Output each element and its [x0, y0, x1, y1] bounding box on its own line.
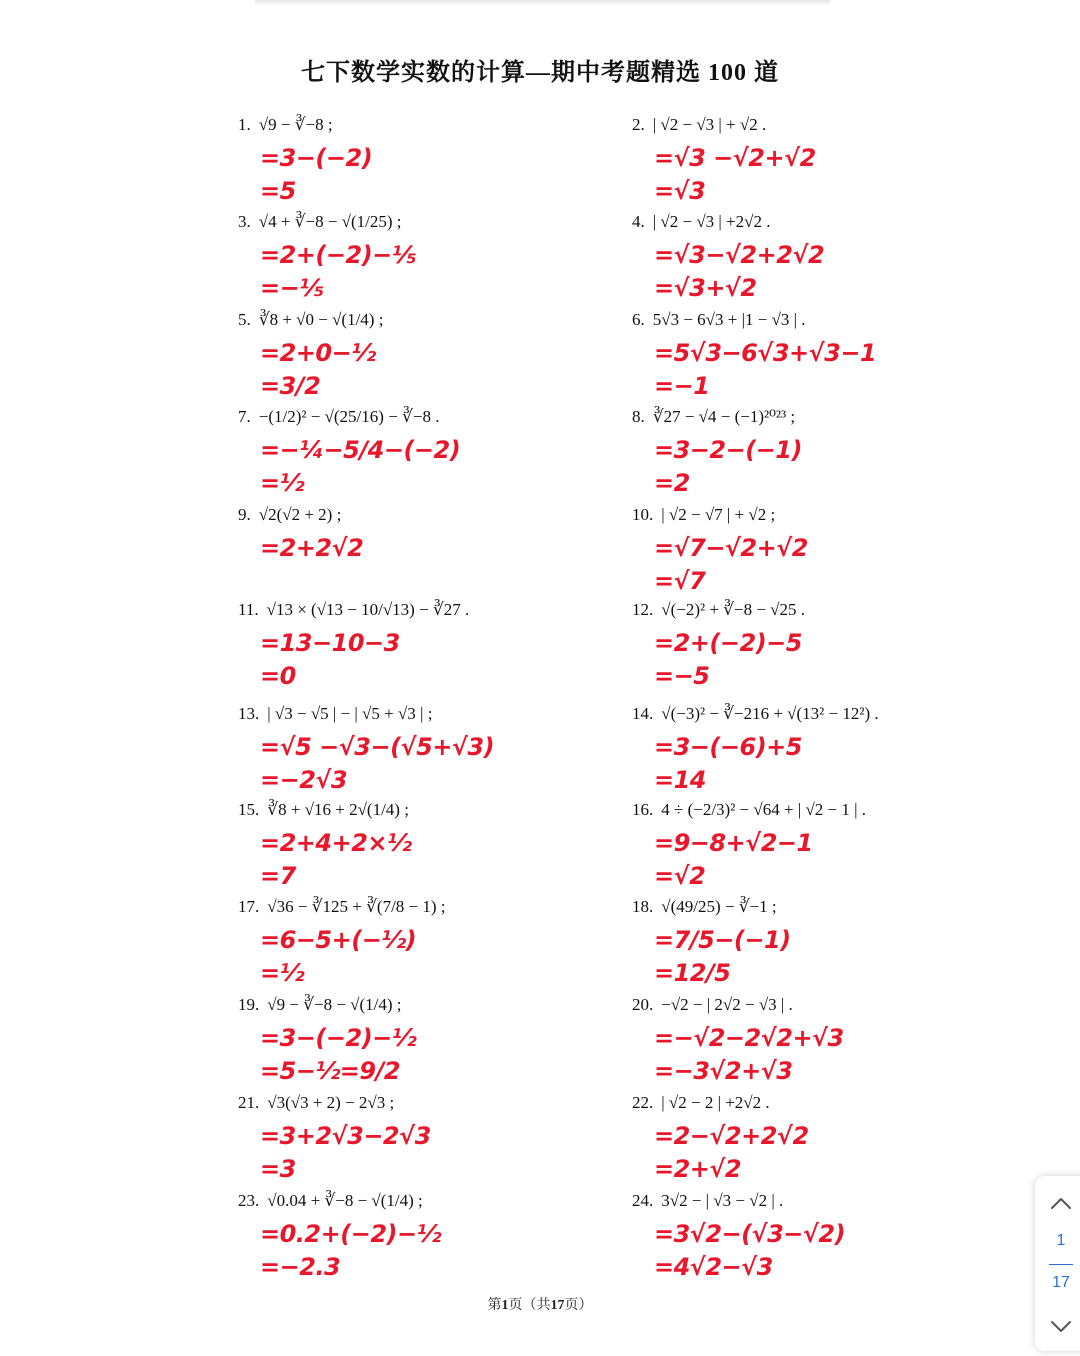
- handwritten-answer-line: =√3 −√2+√2: [654, 144, 816, 172]
- problem-item: [238, 1184, 618, 1284]
- total-page-number: 17: [1052, 1274, 1070, 1291]
- problem-question: [238, 988, 618, 1022]
- problem-number: 17.: [238, 897, 260, 916]
- problem-question: [238, 697, 618, 731]
- problem-number: 4.: [632, 212, 645, 231]
- problem-number: 16.: [632, 800, 654, 819]
- handwritten-answer-line: =√7−√2+√2: [654, 534, 808, 562]
- problem-item: [632, 697, 1012, 797]
- problem-item: [238, 593, 618, 693]
- problem-number: 5.: [238, 310, 251, 329]
- problem-expression: √3(√3 + 2) − 2√3 ;: [267, 1093, 395, 1112]
- chevron-down-icon: [1035, 1306, 1080, 1346]
- handwritten-answer-line: =5−½=9/2: [260, 1057, 401, 1085]
- problem-expression: | √2 − √3 | + √2 .: [652, 115, 767, 134]
- handwritten-answer-line: =12/5: [654, 959, 731, 987]
- page-top-edge: [255, 0, 830, 6]
- problem-item: [632, 1184, 1012, 1284]
- page-title: 七下数学实数的计算—期中考题精选 100 道: [301, 60, 779, 86]
- problem-number: 22.: [632, 1093, 654, 1112]
- problem-expression: √9 − ∛−8 ;: [258, 115, 333, 134]
- handwritten-answer-line: =−2.3: [260, 1253, 341, 1281]
- handwritten-answer-line: =9−8+√2−1: [654, 829, 813, 857]
- handwritten-answer-line: =−2√3: [260, 766, 348, 794]
- problem-item: [632, 108, 1012, 208]
- problem-number: 23.: [238, 1191, 260, 1210]
- problem-number: 13.: [238, 704, 260, 723]
- handwritten-answer-line: =2+2√2: [260, 534, 364, 562]
- problem-question: [632, 303, 1012, 337]
- next-page-button[interactable]: [1035, 1306, 1080, 1346]
- handwritten-answer-line: =3−2−(−1): [654, 436, 802, 464]
- problem-expression: √0.04 + ∛−8 − √(1/4) ;: [267, 1191, 423, 1210]
- problem-item: [238, 793, 618, 893]
- problem-expression: ∛8 + √0 − √(1/4) ;: [258, 310, 384, 329]
- problem-expression: −(1/2)² − √(25/16) − ∛−8 .: [258, 407, 440, 426]
- problem-item: [238, 890, 618, 990]
- problem-question: [238, 1086, 618, 1120]
- handwritten-answer-line: =−⅕: [260, 274, 324, 302]
- problem-item: [632, 205, 1012, 305]
- problem-question: [238, 108, 618, 142]
- problem-question: [632, 205, 1012, 239]
- handwritten-answer-line: =2+0−½: [260, 339, 376, 367]
- problem-number: 21.: [238, 1093, 260, 1112]
- handwritten-answer-line: =5√3−6√3+√3−1: [654, 339, 877, 367]
- problem-question: [238, 205, 618, 239]
- problem-item: [632, 400, 1012, 500]
- problem-number: 10.: [632, 505, 654, 524]
- handwritten-answer-line: =7/5−(−1): [654, 926, 791, 954]
- problem-item: [238, 697, 618, 797]
- handwritten-answer-line: =6−5+(−½): [260, 926, 417, 954]
- footer-middle: 页（共: [508, 1298, 551, 1313]
- handwritten-answer-line: =2+√2: [654, 1155, 742, 1183]
- page-footer: [0, 1294, 1080, 1314]
- handwritten-answer-line: =−¼−5/4−(−2): [260, 436, 461, 464]
- problem-item: [632, 303, 1012, 403]
- footer-page-number: 1: [501, 1298, 509, 1313]
- problem-question: [238, 890, 618, 924]
- problem-question: [632, 593, 1012, 627]
- footer-suffix: 页）: [564, 1298, 593, 1313]
- problem-question: [632, 498, 1012, 532]
- handwritten-answer-line: =2+(−2)−⅕: [260, 241, 417, 269]
- problem-question: [238, 400, 618, 434]
- problem-expression: √4 + ∛−8 − √(1/25) ;: [258, 212, 402, 231]
- handwritten-answer-line: =3−(−2)−½: [260, 1024, 417, 1052]
- footer-prefix: 第: [487, 1298, 502, 1313]
- problem-question: [632, 1086, 1012, 1120]
- chevron-up-icon: [1035, 1184, 1080, 1224]
- problem-expression: ∛8 + √16 + 2√(1/4) ;: [267, 800, 409, 819]
- problem-number: 7.: [238, 407, 251, 426]
- handwritten-answer-line: =3+2√3−2√3: [260, 1122, 431, 1150]
- handwritten-answer-line: =3/2: [260, 372, 321, 400]
- problem-item: [632, 890, 1012, 990]
- problem-expression: | √2 − √7 | + √2 ;: [661, 505, 776, 524]
- problem-number: 11.: [238, 600, 259, 619]
- handwritten-answer-line: =√2: [654, 862, 706, 890]
- problem-number: 12.: [632, 600, 654, 619]
- problem-number: 1.: [238, 115, 251, 134]
- handwritten-answer-line: =3−(−6)+5: [654, 733, 802, 761]
- problem-item: [632, 793, 1012, 893]
- handwritten-answer-line: =√3+√2: [654, 274, 757, 302]
- problem-expression: √2(√2 + 2) ;: [258, 505, 342, 524]
- handwritten-answer-line: =0: [260, 662, 296, 690]
- problem-item: [632, 988, 1012, 1088]
- problem-number: 19.: [238, 995, 260, 1014]
- problem-expression: √(49/25) − ∛−1 ;: [661, 897, 777, 916]
- problem-question: [632, 988, 1012, 1022]
- problem-expression: √9 − ∛−8 − √(1/4) ;: [267, 995, 402, 1014]
- problem-item: [238, 1086, 618, 1186]
- handwritten-answer-line: =−√2−2√2+√3: [654, 1024, 844, 1052]
- handwritten-answer-line: =2: [654, 469, 690, 497]
- handwritten-answer-line: =½: [260, 469, 304, 497]
- problem-expression: 5√3 − 6√3 + |1 − √3 | .: [652, 310, 806, 329]
- handwritten-answer-line: =−5: [654, 662, 710, 690]
- problem-item: [238, 988, 618, 1088]
- handwritten-answer-line: =3−(−2): [260, 144, 373, 172]
- problem-expression: √36 − ∛125 + ∛(7/8 − 1) ;: [267, 897, 446, 916]
- problem-number: 8.: [632, 407, 645, 426]
- problem-expression: | √2 − √3 | +2√2 .: [652, 212, 771, 231]
- problem-question: [238, 303, 618, 337]
- problem-number: 9.: [238, 505, 251, 524]
- problem-question: [632, 890, 1012, 924]
- problem-expression: √13 × (√13 − 10/√13) − ∛27 .: [266, 600, 470, 619]
- problem-number: 18.: [632, 897, 654, 916]
- handwritten-answer-line: =7: [260, 862, 296, 890]
- page-divider: [1049, 1264, 1073, 1265]
- footer-total-pages: 17: [550, 1298, 565, 1313]
- handwritten-answer-line: =5: [260, 177, 296, 205]
- problem-number: 2.: [632, 115, 645, 134]
- handwritten-answer-line: =2+4+2×½: [260, 829, 412, 857]
- handwritten-answer-line: =14: [654, 766, 707, 794]
- previous-page-button[interactable]: [1035, 1184, 1080, 1224]
- problem-question: [238, 498, 618, 532]
- problem-number: 24.: [632, 1191, 654, 1210]
- handwritten-answer-line: =2+(−2)−5: [654, 629, 802, 657]
- problem-expression: −√2 − | 2√2 − √3 | .: [661, 995, 793, 1014]
- problem-expression: ∛27 − √4 − (−1)²⁰²³ ;: [652, 407, 796, 426]
- problem-item: [632, 1086, 1012, 1186]
- problem-item: [238, 498, 618, 565]
- problem-number: 3.: [238, 212, 251, 231]
- handwritten-answer-line: =√3−√2+2√2: [654, 241, 825, 269]
- handwritten-answer-line: =4√2−√3: [654, 1253, 773, 1281]
- problem-question: [632, 793, 1012, 827]
- handwritten-answer-line: =3: [260, 1155, 296, 1183]
- handwritten-answer-line: =13−10−3: [260, 629, 400, 657]
- handwritten-answer-line: =2−√2+2√2: [654, 1122, 809, 1150]
- handwritten-answer-line: =−3√2+√3: [654, 1057, 793, 1085]
- problem-question: [632, 400, 1012, 434]
- problem-expression: | √2 − 2 | +2√2 .: [661, 1093, 770, 1112]
- handwritten-answer-line: =√3: [654, 177, 706, 205]
- problem-question: [632, 1184, 1012, 1218]
- problem-item: [238, 400, 618, 500]
- problem-number: 14.: [632, 704, 654, 723]
- handwritten-answer-line: =½: [260, 959, 304, 987]
- problem-number: 6.: [632, 310, 645, 329]
- problem-number: 15.: [238, 800, 260, 819]
- handwritten-answer-line: =−1: [654, 372, 710, 400]
- problem-item: [238, 108, 618, 208]
- problem-expression: √(−3)² − ∛−216 + √(13² − 12²) .: [661, 704, 879, 723]
- problem-expression: √(−2)² + ∛−8 − √25 .: [661, 600, 806, 619]
- problem-number: 20.: [632, 995, 654, 1014]
- problem-item: [632, 498, 1012, 598]
- problem-expression: 4 ÷ (−2/3)² − √64 + | √2 − 1 | .: [661, 800, 867, 819]
- handwritten-answer-line: =0.2+(−2)−½: [260, 1220, 441, 1248]
- problem-expression: 3√2 − | √3 − √2 | .: [661, 1191, 784, 1210]
- problem-item: [632, 593, 1012, 693]
- handwritten-answer-line: =3√2−(√3−√2): [654, 1220, 846, 1248]
- problem-question: [632, 697, 1012, 731]
- page-navigator: [1035, 1176, 1080, 1351]
- problem-item: [238, 205, 618, 305]
- handwritten-answer-line: =√5 −√3−(√5+√3): [260, 733, 495, 761]
- problem-question: [238, 793, 618, 827]
- problem-question: [238, 593, 618, 627]
- problem-expression: | √3 − √5 | − | √5 + √3 | ;: [267, 704, 433, 723]
- current-page-number: 1: [1056, 1232, 1066, 1249]
- problem-question: [632, 108, 1012, 142]
- problem-question: [238, 1184, 618, 1218]
- handwritten-answer-line: =√7: [654, 567, 706, 595]
- problem-item: [238, 303, 618, 403]
